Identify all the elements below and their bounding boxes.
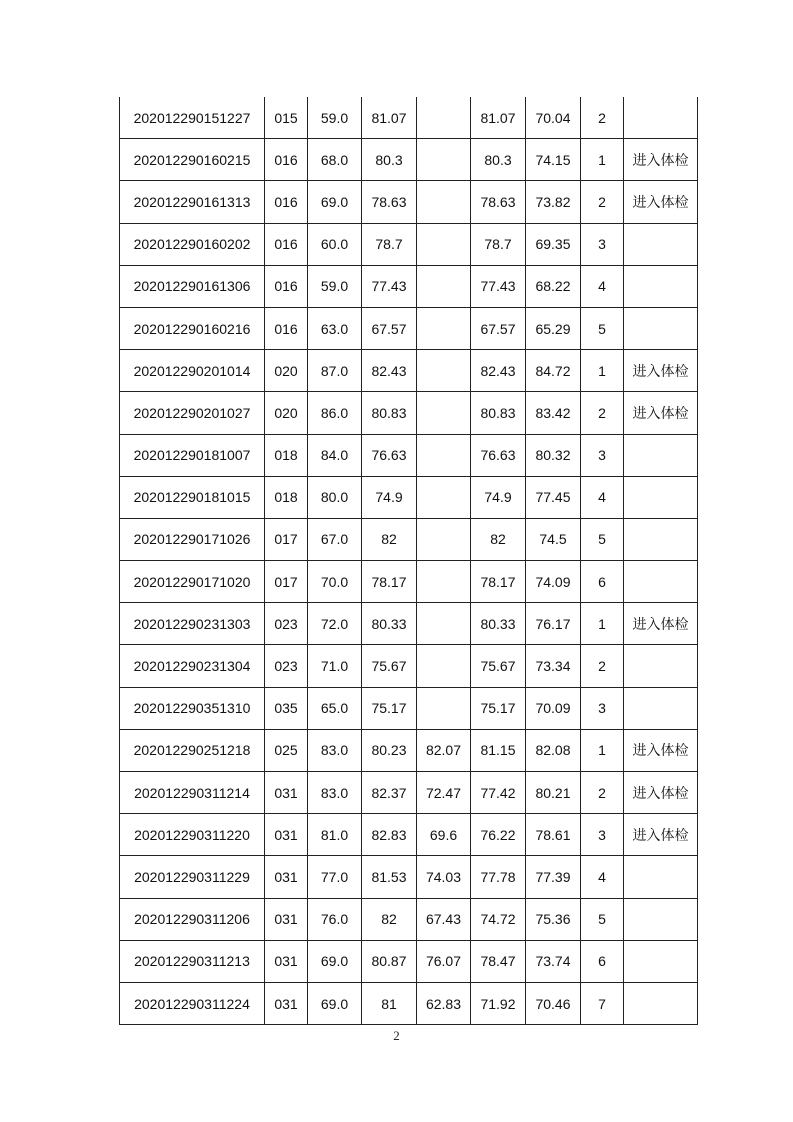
interview-score-b-cell: 76.07 (417, 940, 471, 982)
remark-cell (624, 940, 698, 982)
remark-cell: 进入体检 (624, 603, 698, 645)
rank-cell: 6 (581, 940, 624, 982)
written-score-cell: 69.0 (308, 982, 362, 1024)
exam-number-cell: 202012290160216 (120, 307, 265, 349)
interview-score-cell: 78.7 (471, 223, 526, 265)
total-score-cell: 74.15 (526, 139, 581, 181)
rank-cell: 6 (581, 561, 624, 603)
remark-cell: 进入体检 (624, 181, 698, 223)
table-row (120, 350, 698, 392)
interview-score-a-cell: 80.83 (362, 392, 417, 434)
exam-number-cell: 202012290201014 (120, 350, 265, 392)
rank-cell: 5 (581, 898, 624, 940)
interview-score-cell: 71.92 (471, 982, 526, 1024)
position-code-cell: 020 (265, 392, 308, 434)
remark-cell (624, 982, 698, 1024)
written-score-cell: 59.0 (308, 265, 362, 307)
interview-score-b-cell: 82.07 (417, 729, 471, 771)
position-code-cell: 023 (265, 603, 308, 645)
total-score-cell: 80.32 (526, 434, 581, 476)
written-score-cell: 83.0 (308, 729, 362, 771)
interview-score-b-cell (417, 97, 471, 139)
written-score-cell: 83.0 (308, 772, 362, 814)
position-code-cell: 017 (265, 518, 308, 560)
position-code-cell: 016 (265, 223, 308, 265)
position-code-cell: 016 (265, 181, 308, 223)
written-score-cell: 60.0 (308, 223, 362, 265)
page-number: 2 (393, 1028, 400, 1043)
exam-number-cell: 202012290311206 (120, 898, 265, 940)
exam-number-cell: 202012290161306 (120, 265, 265, 307)
total-score-cell: 70.46 (526, 982, 581, 1024)
total-score-cell: 76.17 (526, 603, 581, 645)
position-code-cell: 025 (265, 729, 308, 771)
total-score-cell: 83.42 (526, 392, 581, 434)
interview-score-a-cell: 80.33 (362, 603, 417, 645)
rank-cell: 5 (581, 307, 624, 349)
remark-cell (624, 645, 698, 687)
table-row (120, 97, 698, 139)
remark-cell (624, 561, 698, 603)
interview-score-b-cell (417, 350, 471, 392)
rank-cell: 4 (581, 476, 624, 518)
rank-cell: 1 (581, 139, 624, 181)
total-score-cell: 73.34 (526, 645, 581, 687)
rank-cell: 3 (581, 687, 624, 729)
interview-score-b-cell (417, 603, 471, 645)
remark-cell: 进入体检 (624, 392, 698, 434)
interview-score-b-cell (417, 434, 471, 476)
total-score-cell: 70.04 (526, 97, 581, 139)
interview-score-a-cell: 80.3 (362, 139, 417, 181)
table-row (120, 392, 698, 434)
written-score-cell: 81.0 (308, 814, 362, 856)
total-score-cell: 74.09 (526, 561, 581, 603)
written-score-cell: 68.0 (308, 139, 362, 181)
interview-score-b-cell (417, 392, 471, 434)
interview-score-cell: 78.17 (471, 561, 526, 603)
total-score-cell: 82.08 (526, 729, 581, 771)
interview-score-a-cell: 80.23 (362, 729, 417, 771)
interview-score-cell: 82.43 (471, 350, 526, 392)
remark-cell (624, 97, 698, 139)
exam-number-cell: 202012290311224 (120, 982, 265, 1024)
table-row (120, 223, 698, 265)
interview-score-b-cell (417, 687, 471, 729)
written-score-cell: 87.0 (308, 350, 362, 392)
interview-score-cell: 67.57 (471, 307, 526, 349)
interview-score-a-cell: 82.83 (362, 814, 417, 856)
exam-number-cell: 202012290161313 (120, 181, 265, 223)
remark-cell (624, 223, 698, 265)
exam-number-cell: 202012290171026 (120, 518, 265, 560)
exam-number-cell: 202012290311214 (120, 772, 265, 814)
interview-score-cell: 80.3 (471, 139, 526, 181)
position-code-cell: 031 (265, 940, 308, 982)
remark-cell (624, 476, 698, 518)
remark-cell: 进入体检 (624, 729, 698, 771)
written-score-cell: 76.0 (308, 898, 362, 940)
exam-number-cell: 202012290311213 (120, 940, 265, 982)
interview-score-cell: 75.67 (471, 645, 526, 687)
written-score-cell: 72.0 (308, 603, 362, 645)
position-code-cell: 031 (265, 856, 308, 898)
table-row (120, 518, 698, 560)
table-row (120, 940, 698, 982)
table-row (120, 181, 698, 223)
interview-score-b-cell: 62.83 (417, 982, 471, 1024)
table-row (120, 729, 698, 771)
interview-score-a-cell: 81.53 (362, 856, 417, 898)
position-code-cell: 020 (265, 350, 308, 392)
remark-cell (624, 856, 698, 898)
interview-score-b-cell: 69.6 (417, 814, 471, 856)
table-row (120, 265, 698, 307)
rank-cell: 5 (581, 518, 624, 560)
exam-number-cell: 202012290351310 (120, 687, 265, 729)
interview-score-a-cell: 76.63 (362, 434, 417, 476)
rank-cell: 2 (581, 772, 624, 814)
written-score-cell: 69.0 (308, 940, 362, 982)
table-row (120, 982, 698, 1024)
table-row (120, 434, 698, 476)
exam-number-cell: 202012290231303 (120, 603, 265, 645)
exam-number-cell: 202012290231304 (120, 645, 265, 687)
interview-score-cell: 80.83 (471, 392, 526, 434)
table-row (120, 687, 698, 729)
interview-score-b-cell (417, 139, 471, 181)
interview-score-b-cell: 72.47 (417, 772, 471, 814)
total-score-cell: 68.22 (526, 265, 581, 307)
remark-cell: 进入体检 (624, 139, 698, 181)
total-score-cell: 84.72 (526, 350, 581, 392)
remark-cell (624, 307, 698, 349)
written-score-cell: 59.0 (308, 97, 362, 139)
interview-score-a-cell: 82.43 (362, 350, 417, 392)
interview-score-b-cell (417, 518, 471, 560)
total-score-cell: 73.82 (526, 181, 581, 223)
rank-cell: 2 (581, 97, 624, 139)
exam-number-cell: 202012290311220 (120, 814, 265, 856)
total-score-cell: 77.45 (526, 476, 581, 518)
total-score-cell: 80.21 (526, 772, 581, 814)
position-code-cell: 023 (265, 645, 308, 687)
interview-score-cell: 77.43 (471, 265, 526, 307)
interview-score-cell: 74.72 (471, 898, 526, 940)
interview-score-a-cell: 75.17 (362, 687, 417, 729)
exam-number-cell: 202012290181007 (120, 434, 265, 476)
exam-number-cell: 202012290151227 (120, 97, 265, 139)
table-row (120, 307, 698, 349)
rank-cell: 1 (581, 729, 624, 771)
table-row (120, 561, 698, 603)
rank-cell: 7 (581, 982, 624, 1024)
interview-score-b-cell: 74.03 (417, 856, 471, 898)
score-table (119, 97, 698, 1025)
total-score-cell: 73.74 (526, 940, 581, 982)
interview-score-cell: 82 (471, 518, 526, 560)
interview-score-a-cell: 78.63 (362, 181, 417, 223)
interview-score-cell: 78.63 (471, 181, 526, 223)
interview-score-a-cell: 74.9 (362, 476, 417, 518)
table-row (120, 139, 698, 181)
rank-cell: 2 (581, 181, 624, 223)
interview-score-cell: 78.47 (471, 940, 526, 982)
remark-cell (624, 518, 698, 560)
position-code-cell: 018 (265, 434, 308, 476)
position-code-cell: 018 (265, 476, 308, 518)
exam-number-cell: 202012290181015 (120, 476, 265, 518)
rank-cell: 1 (581, 350, 624, 392)
interview-score-a-cell: 80.87 (362, 940, 417, 982)
rank-cell: 3 (581, 223, 624, 265)
interview-score-b-cell (417, 265, 471, 307)
table-row (120, 898, 698, 940)
remark-cell (624, 265, 698, 307)
total-score-cell: 75.36 (526, 898, 581, 940)
exam-number-cell: 202012290311229 (120, 856, 265, 898)
written-score-cell: 63.0 (308, 307, 362, 349)
interview-score-b-cell (417, 561, 471, 603)
interview-score-b-cell (417, 181, 471, 223)
exam-number-cell: 202012290160215 (120, 139, 265, 181)
total-score-cell: 77.39 (526, 856, 581, 898)
interview-score-cell: 80.33 (471, 603, 526, 645)
position-code-cell: 016 (265, 307, 308, 349)
table-row (120, 476, 698, 518)
interview-score-a-cell: 78.7 (362, 223, 417, 265)
rank-cell: 2 (581, 645, 624, 687)
interview-score-cell: 81.07 (471, 97, 526, 139)
position-code-cell: 016 (265, 265, 308, 307)
total-score-cell: 78.61 (526, 814, 581, 856)
interview-score-b-cell (417, 307, 471, 349)
total-score-cell: 74.5 (526, 518, 581, 560)
remark-cell: 进入体检 (624, 814, 698, 856)
written-score-cell: 71.0 (308, 645, 362, 687)
written-score-cell: 80.0 (308, 476, 362, 518)
interview-score-a-cell: 82.37 (362, 772, 417, 814)
interview-score-a-cell: 82 (362, 898, 417, 940)
exam-number-cell: 202012290251218 (120, 729, 265, 771)
remark-cell: 进入体检 (624, 350, 698, 392)
remark-cell (624, 687, 698, 729)
exam-number-cell: 202012290160202 (120, 223, 265, 265)
position-code-cell: 031 (265, 814, 308, 856)
rank-cell: 3 (581, 814, 624, 856)
rank-cell: 2 (581, 392, 624, 434)
interview-score-b-cell: 67.43 (417, 898, 471, 940)
remark-cell (624, 898, 698, 940)
remark-cell (624, 434, 698, 476)
position-code-cell: 031 (265, 772, 308, 814)
written-score-cell: 67.0 (308, 518, 362, 560)
written-score-cell: 77.0 (308, 856, 362, 898)
table-row (120, 856, 698, 898)
interview-score-a-cell: 67.57 (362, 307, 417, 349)
interview-score-cell: 75.17 (471, 687, 526, 729)
interview-score-a-cell: 78.17 (362, 561, 417, 603)
remark-cell: 进入体检 (624, 772, 698, 814)
rank-cell: 4 (581, 265, 624, 307)
written-score-cell: 69.0 (308, 181, 362, 223)
interview-score-cell: 76.63 (471, 434, 526, 476)
position-code-cell: 035 (265, 687, 308, 729)
table-row (120, 645, 698, 687)
table-row (120, 814, 698, 856)
interview-score-b-cell (417, 223, 471, 265)
total-score-cell: 65.29 (526, 307, 581, 349)
written-score-cell: 84.0 (308, 434, 362, 476)
score-table-body (120, 97, 698, 1025)
written-score-cell: 65.0 (308, 687, 362, 729)
position-code-cell: 031 (265, 898, 308, 940)
interview-score-cell: 74.9 (471, 476, 526, 518)
written-score-cell: 86.0 (308, 392, 362, 434)
interview-score-cell: 81.15 (471, 729, 526, 771)
interview-score-a-cell: 82 (362, 518, 417, 560)
written-score-cell: 70.0 (308, 561, 362, 603)
total-score-cell: 69.35 (526, 223, 581, 265)
rank-cell: 3 (581, 434, 624, 476)
rank-cell: 1 (581, 603, 624, 645)
rank-cell: 4 (581, 856, 624, 898)
position-code-cell: 017 (265, 561, 308, 603)
position-code-cell: 015 (265, 97, 308, 139)
interview-score-a-cell: 81 (362, 982, 417, 1024)
interview-score-cell: 77.78 (471, 856, 526, 898)
interview-score-cell: 76.22 (471, 814, 526, 856)
exam-number-cell: 202012290201027 (120, 392, 265, 434)
interview-score-b-cell (417, 645, 471, 687)
table-row (120, 603, 698, 645)
table-row (120, 772, 698, 814)
position-code-cell: 016 (265, 139, 308, 181)
position-code-cell: 031 (265, 982, 308, 1024)
exam-number-cell: 202012290171020 (120, 561, 265, 603)
interview-score-b-cell (417, 476, 471, 518)
interview-score-a-cell: 81.07 (362, 97, 417, 139)
interview-score-a-cell: 75.67 (362, 645, 417, 687)
interview-score-cell: 77.42 (471, 772, 526, 814)
total-score-cell: 70.09 (526, 687, 581, 729)
interview-score-a-cell: 77.43 (362, 265, 417, 307)
